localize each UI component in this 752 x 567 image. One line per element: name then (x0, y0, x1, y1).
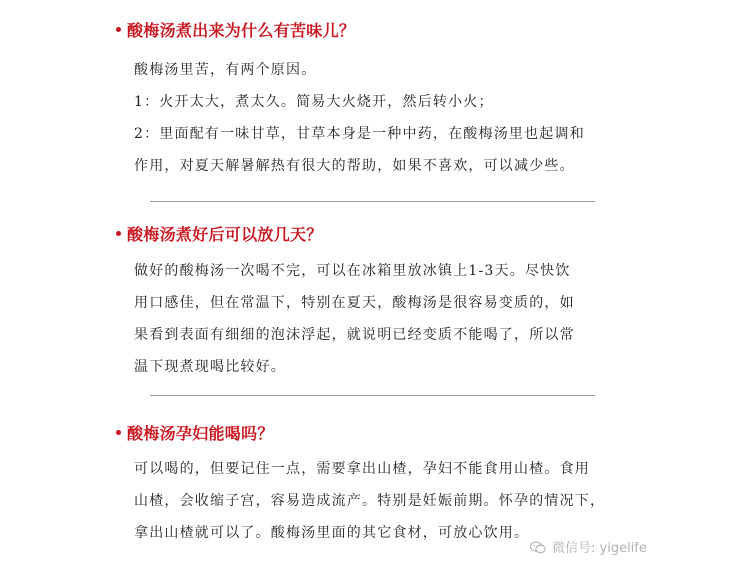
body-line: 做好的酸梅汤一次喝不完，可以在冰箱里放冰镇上1-3天。尽快饮 (134, 263, 571, 279)
section-heading (116, 18, 355, 41)
section-divider (150, 201, 595, 202)
heading-text: 酸梅汤煮好后可以放几天？ (127, 225, 323, 244)
bullet-dot-icon (116, 27, 121, 32)
body-line: 1：火开太大，煮太久。简易大火烧开，然后转小火； (134, 94, 494, 110)
section-body (134, 453, 612, 549)
body-line: 可以喝的，但要记住一点，需要拿出山楂，孕妇不能食用山楂。食用 (134, 461, 590, 477)
heading-text: 酸梅汤煮出来为什么有苦味儿？ (127, 21, 356, 40)
bullet-dot-icon (116, 231, 121, 236)
body-line: 果看到表面有细细的泡沫浮起，就说明已经变质不能喝了，所以常 (134, 327, 575, 343)
body-line: 作用，对夏天解暑解热有很大的帮助，如果不喜欢，可以减少些。 (134, 158, 575, 174)
wechat-icon (530, 541, 546, 554)
section-heading (116, 421, 274, 444)
body-line: 用口感佳，但在常温下，特别在夏天，酸梅汤是很容易变质的，如 (134, 295, 575, 311)
body-line: 酸梅汤里苦，有两个原因。 (134, 62, 317, 78)
body-line: 拿出山楂就可以了。酸梅汤里面的其它食材，可放心饮用。 (134, 525, 530, 541)
section-divider (150, 395, 595, 396)
bullet-dot-icon (116, 430, 121, 435)
heading-text: 酸梅汤孕妇能喝吗？ (127, 424, 274, 443)
body-line: 2：里面配有一味甘草，甘草本身是一种中药，在酸梅汤里也起调和 (134, 126, 585, 142)
body-line: 山楂，会收缩子宫，容易造成流产。特别是妊娠前期。怀孕的情况下， (134, 493, 606, 509)
section-body (134, 255, 612, 383)
section-heading (116, 222, 323, 245)
watermark-text: 微信号: yigelife (552, 541, 647, 556)
section-body (134, 54, 612, 182)
body-line: 温下现煮现喝比较好。 (134, 359, 286, 375)
watermark (530, 537, 647, 556)
